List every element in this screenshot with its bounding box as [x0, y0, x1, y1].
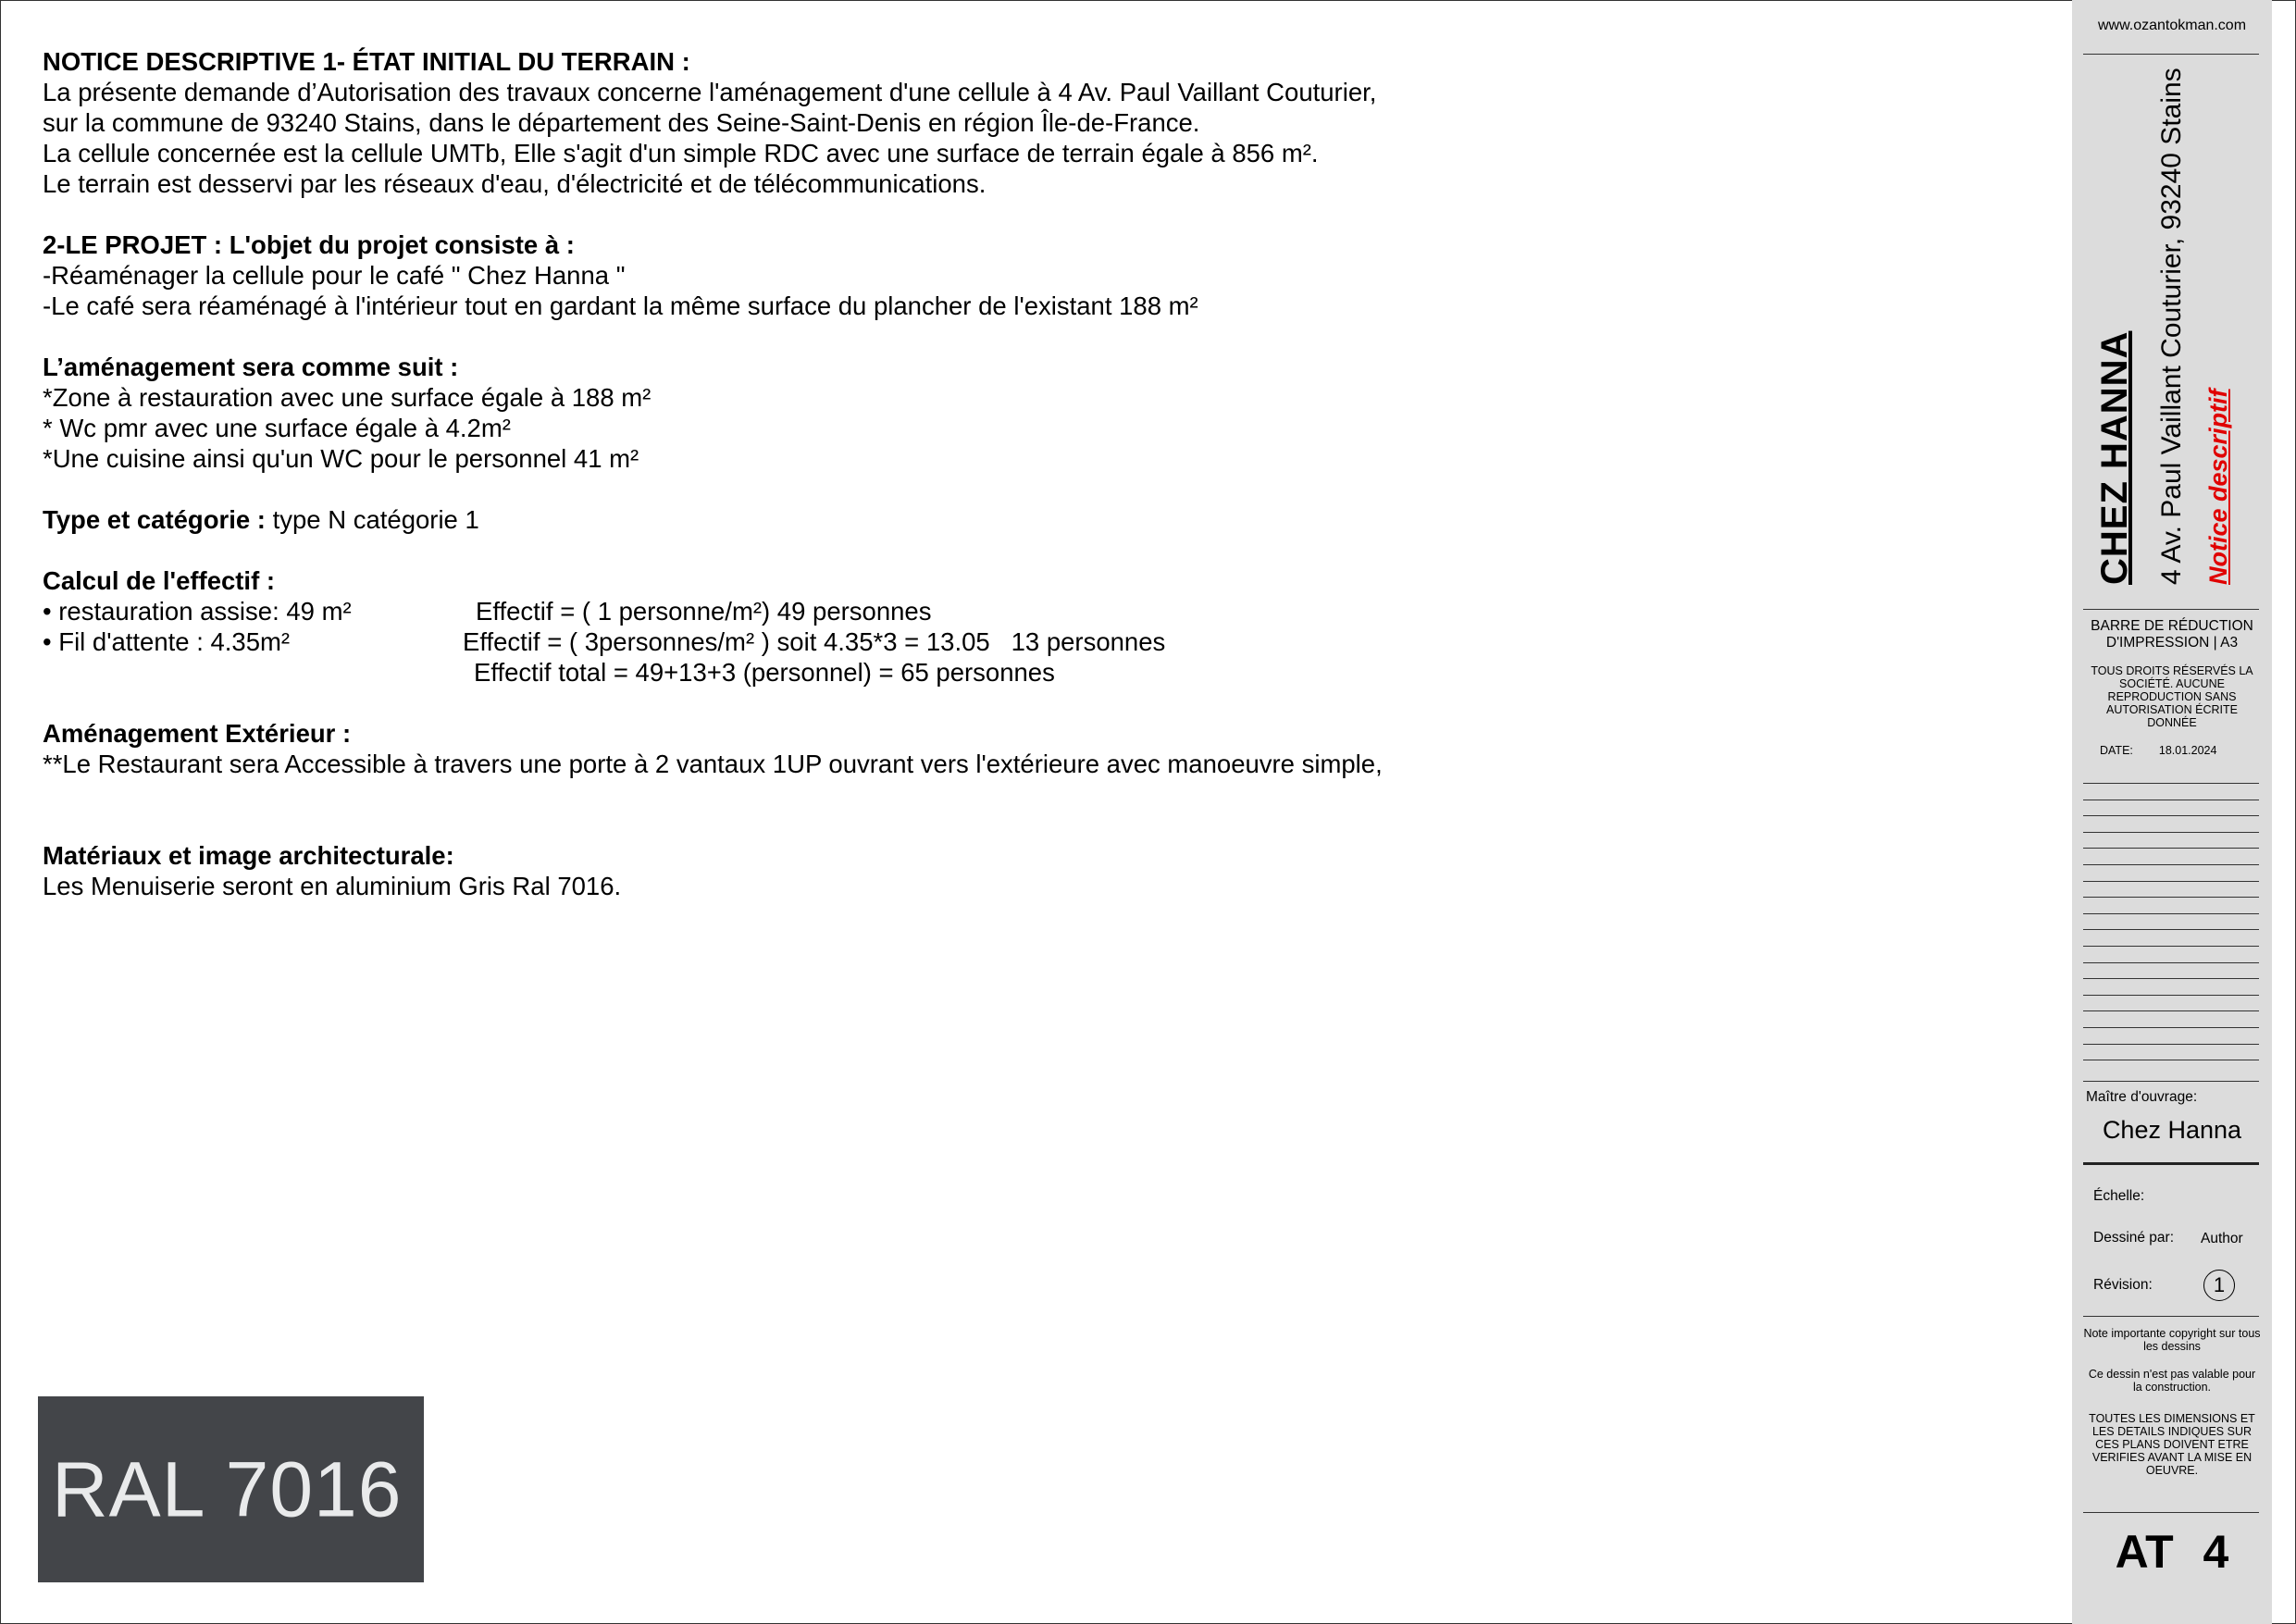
revision-table-line — [2083, 864, 2259, 865]
validity-note: Ce dessin n'est pas valable pour la construction. — [2088, 1368, 2256, 1394]
heading-exterieur: Aménagement Extérieur : — [43, 719, 352, 748]
sheet-number: AT 4 — [2115, 1526, 2229, 1578]
scale-label: Échelle: — [2093, 1188, 2145, 1204]
revision-table-line — [2083, 815, 2259, 816]
rights-text: TOUS DROITS RÉSERVÉS LA SOCIÉTÉ. AUCUNE REPRODUCTION SANS AUTORISATION ÉCRITE DONNÉE — [2091, 664, 2253, 729]
etat-line-4: Le terrain est desservi par les réseaux d'eau, d'électricité et de télécommunications. — [43, 169, 987, 198]
revision-table-line — [2083, 1044, 2259, 1045]
verification-note: TOUTES LES DIMENSIONS ET LES DETAILS INDIQUES SUR CES PLANS DOIVENT ETRE VERIFIES AVANT LA MISE EN OEUVRE. — [2089, 1412, 2255, 1477]
etat-line-3: La cellule concernée est la cellule UMTb, Elle s'agit d'un simple RDC avec une surface de terrain égale à 856 m². — [43, 139, 1319, 167]
effectif-row-2-left: • Fil d'attente : 4.35m² — [43, 627, 291, 656]
section-exterieur — [43, 718, 2032, 779]
revision-table-line — [2083, 913, 2259, 914]
type-label: Type et catégorie : — [43, 505, 266, 534]
revision-table-line — [2083, 962, 2259, 963]
effectif-row-total — [43, 657, 2032, 688]
owner-label: Maître d'ouvrage: — [2086, 1089, 2198, 1105]
title-block-divider — [2083, 1081, 2259, 1082]
title-block-divider — [2083, 1316, 2259, 1317]
section-amenagement — [43, 352, 2032, 474]
materiaux-line: Les Menuiserie seront en aluminium Gris Ral 7016. — [43, 872, 622, 900]
revision-number: 1 — [2203, 1270, 2235, 1301]
section-etat-initial — [43, 46, 2032, 199]
effectif-row-1 — [43, 596, 2032, 626]
section-effectif — [43, 565, 2032, 688]
effectif-row-2 — [43, 626, 2032, 657]
revision-table-line — [2083, 832, 2259, 833]
exterieur-line: **Le Restaurant sera Accessible à travers une porte à 2 vantaux 1UP ouvrant vers l'extérieure avec manoeuvre simple, — [43, 750, 1383, 778]
section-materiaux — [43, 840, 2032, 901]
date-value: 18.01.2024 — [2158, 744, 2217, 757]
owner-value: Chez Hanna — [2102, 1116, 2242, 1144]
type-line — [43, 504, 2032, 535]
section-projet — [43, 229, 2032, 321]
website-url: www.ozantokman.com — [2097, 18, 2247, 33]
ral-swatch-label: RAL 7016 — [52, 1445, 403, 1532]
sheet-title-vertical: Notice descriptif — [2204, 389, 2232, 585]
heading-materiaux: Matériaux et image architecturale: — [43, 841, 454, 870]
section-type — [43, 504, 2032, 535]
heading-amenagement: L’aménagement sera comme suit : — [43, 353, 459, 381]
revision-table-line — [2083, 897, 2259, 898]
effectif-row-2-right: Effectif = ( 3personnes/m² ) soit 4.35*3 = 13.05 13 personnes — [463, 627, 1166, 656]
effectif-row-1-right: Effectif = ( 1 personne/m²) 49 personnes — [476, 597, 932, 626]
effectif-total: Effectif total = 49+13+3 (personnel) = 65 personnes — [474, 658, 1055, 687]
date-line — [2100, 744, 2216, 757]
revision-table-line — [2083, 881, 2259, 882]
drawn-by-label: Dessiné par: — [2093, 1230, 2175, 1246]
heading-effectif: Calcul de l'effectif : — [43, 566, 276, 595]
revision-table-line — [2083, 946, 2259, 947]
copyright-note: Note importante copyright sur tous les dessins — [2083, 1327, 2261, 1353]
title-block-divider — [2083, 609, 2259, 610]
project-address-vertical: 4 Av. Paul Vaillant Couturier, 93240 Stains — [2156, 68, 2187, 585]
amenagement-line-1: *Zone à restauration avec une surface égale à 188 m² — [43, 383, 652, 412]
title-block-divider — [2083, 1162, 2259, 1165]
revision-table-line — [2083, 1027, 2259, 1028]
effectif-row-1-left: • restauration assise: 49 m² — [43, 597, 352, 626]
drawn-by-value: Author — [2201, 1231, 2243, 1246]
heading-projet: 2-LE PROJET : L'objet du projet consiste à : — [43, 230, 575, 259]
title-block-divider — [2083, 1512, 2259, 1513]
amenagement-line-2: * Wc pmr avec une surface égale à 4.2m² — [43, 414, 511, 442]
etat-line-2: sur la commune de 93240 Stains, dans le département des Seine-Saint-Denis en région Île-de-France. — [43, 108, 1200, 137]
ral-color-swatch — [38, 1396, 424, 1582]
revision-table-line — [2083, 783, 2259, 784]
title-block-divider — [2083, 54, 2259, 55]
revision-table-line — [2083, 995, 2259, 996]
heading-etat-initial: NOTICE DESCRIPTIVE 1- ÉTAT INITIAL DU TERRAIN : — [43, 47, 690, 76]
etat-line-1: La présente demande d’Autorisation des travaux concerne l'aménagement d'une cellule à 4 Av. Paul Vaillant Couturier, — [43, 78, 1377, 106]
revision-table-line — [2083, 1010, 2259, 1011]
type-value: type N catégorie 1 — [265, 505, 479, 534]
projet-line-1: -Réaménager la cellule pour le café " Chez Hanna " — [43, 261, 626, 290]
revision-table-line — [2083, 848, 2259, 849]
projet-line-2: -Le café sera réaménagé à l'intérieur tout en gardant la même surface du plancher de l'existant 188 m² — [43, 291, 1198, 320]
revision-table-line — [2083, 929, 2259, 930]
revision-label: Révision: — [2093, 1277, 2153, 1293]
notice-body — [43, 46, 2032, 932]
reduction-bar-text: BARRE DE RÉDUCTION D'IMPRESSION | A3 — [2091, 618, 2253, 651]
project-title-vertical: CHEZ HANNA — [2094, 330, 2135, 585]
amenagement-line-3: *Une cuisine ainsi qu'un WC pour le personnel 41 m² — [43, 444, 639, 473]
revision-table-line — [2083, 978, 2259, 979]
date-label: DATE: — [2100, 744, 2133, 757]
